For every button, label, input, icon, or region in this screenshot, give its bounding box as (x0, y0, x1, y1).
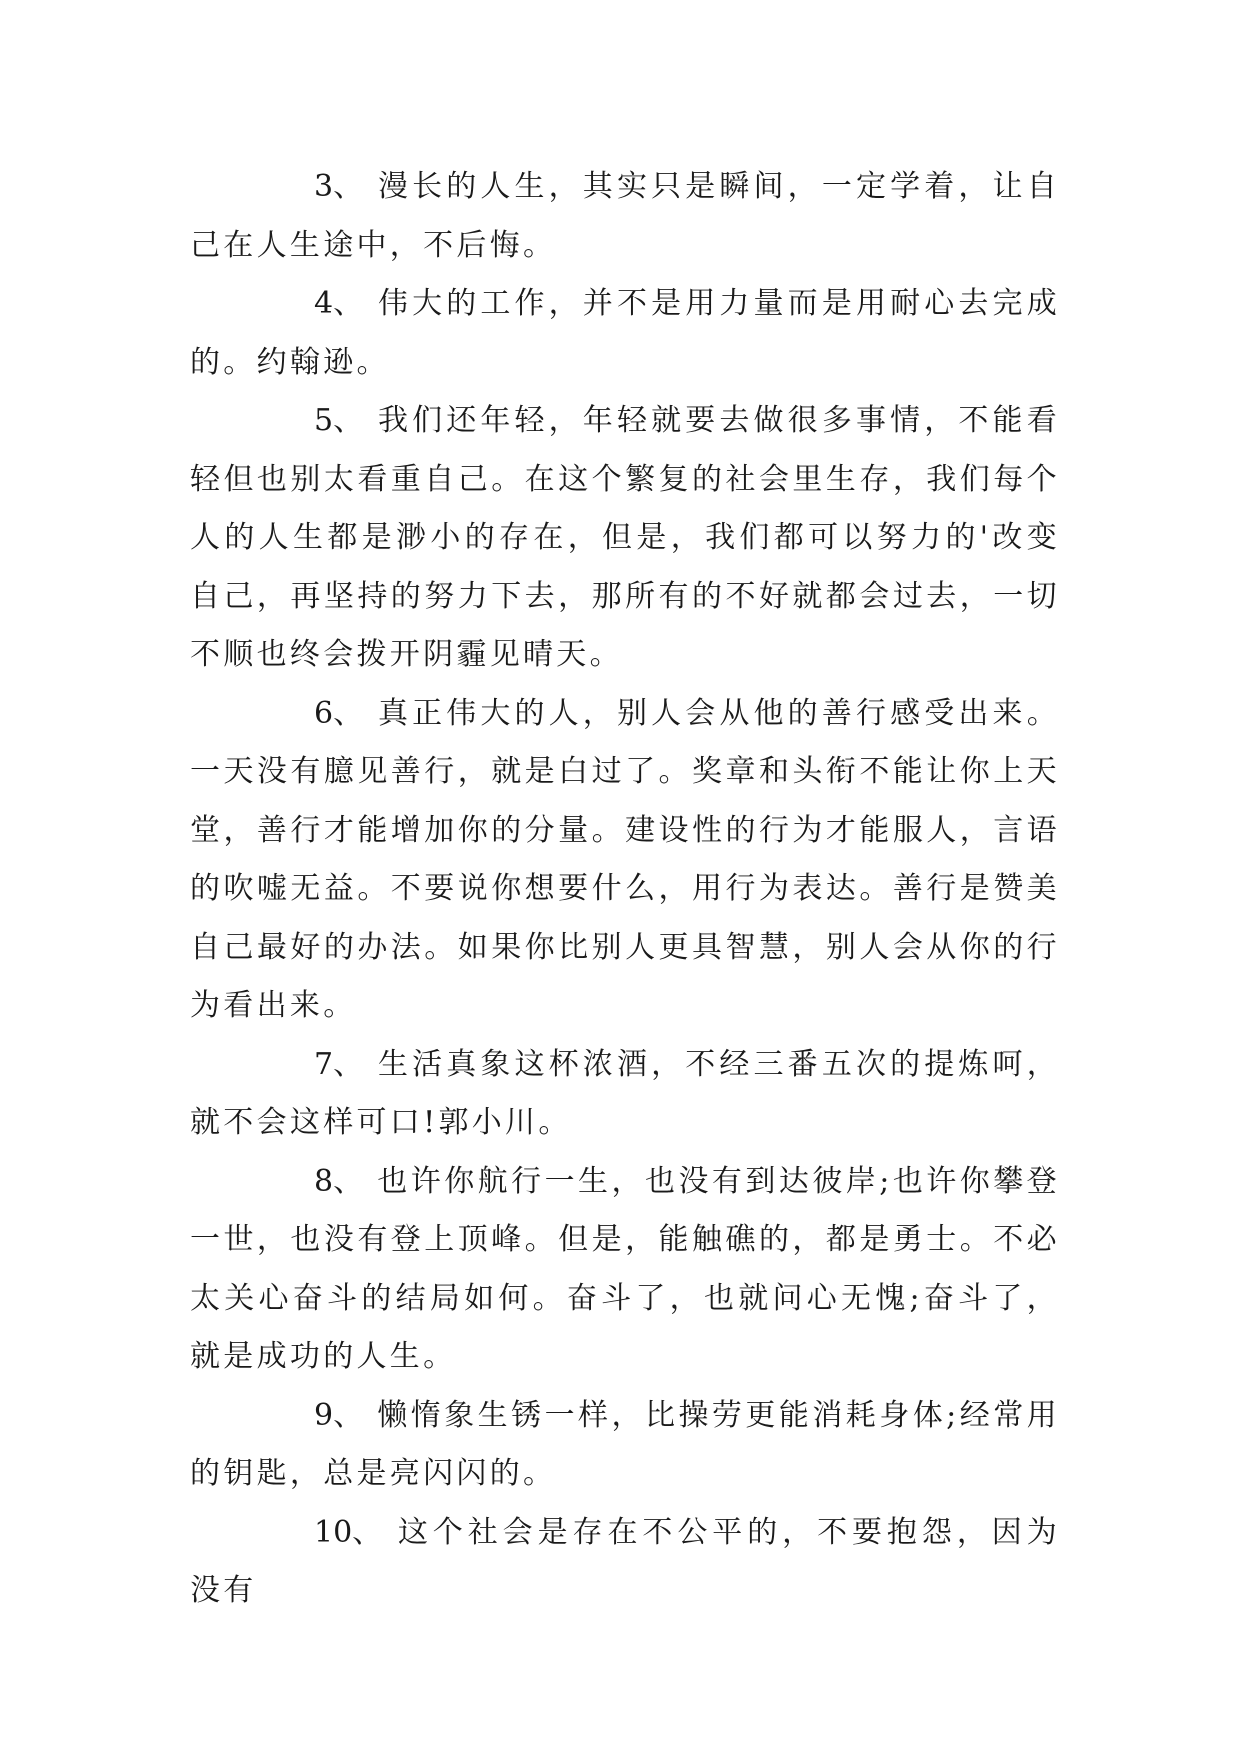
item-text: 也许你航行一生，也没有到达彼岸;也许你攀登一世，也没有登上顶峰。但是，能触礁的，都是勇士。不必太关心奋斗的结局如何。奋斗了，也就问心无愧;奋斗了，就是成功的人生。 (190, 1163, 1060, 1374)
list-item-3 (190, 158, 1060, 275)
item-text: 生活真象这杯浓酒，不经三番五次的提炼呵，就不会这样可口!郭小川。 (190, 1046, 1060, 1140)
item-number: 9、 (314, 1397, 364, 1433)
item-number: 10、 (314, 1514, 383, 1550)
document-body (190, 158, 1060, 1621)
item-text: 真正伟大的人，别人会从他的善行感受出来。一天没有臆见善行，就是白过了。奖章和头衔不能让你上天堂，善行才能增加你的分量。建设性的行为才能服人，言语的吹嘘无益。不要说你想要什么，用行为表达。善行是赞美自己最好的办法。如果你比别人更具智慧，别人会从你的行为看出来。 (190, 695, 1060, 1023)
list-item-9 (190, 1387, 1060, 1504)
item-text: 伟大的工作，并不是用力量而是用耐心去完成的。约翰逊。 (190, 286, 1060, 380)
list-item-10 (190, 1504, 1060, 1621)
item-text: 漫长的人生，其实只是瞬间，一定学着，让自己在人生途中，不后悔。 (190, 169, 1060, 263)
item-number: 3、 (314, 169, 364, 204)
item-text: 懒惰象生锈一样，比操劳更能消耗身体;经常用的钥匙，总是亮闪闪的。 (190, 1397, 1060, 1491)
item-number: 6、 (314, 695, 364, 731)
item-text: 我们还年轻，年轻就要去做很多事情，不能看轻但也别太看重自己。在这个繁复的社会里生存，我们每个人的人生都是渺小的存在，但是，我们都可以努力的'改变自己，再坚持的努力下去，那所有的不好就都会过去，一切不顺也终会拨开阴霾见晴天。 (190, 403, 1060, 672)
list-item-6 (190, 685, 1060, 1036)
item-text: 这个社会是存在不公平的，不要抱怨，因为没有 (190, 1514, 1060, 1608)
list-item-7 (190, 1036, 1060, 1153)
list-item-5 (190, 392, 1060, 685)
list-item-4 (190, 275, 1060, 392)
list-item-8 (190, 1153, 1060, 1387)
item-number: 4、 (314, 286, 364, 321)
item-number: 5、 (314, 403, 364, 438)
item-number: 8、 (314, 1163, 364, 1199)
item-number: 7、 (314, 1046, 364, 1082)
